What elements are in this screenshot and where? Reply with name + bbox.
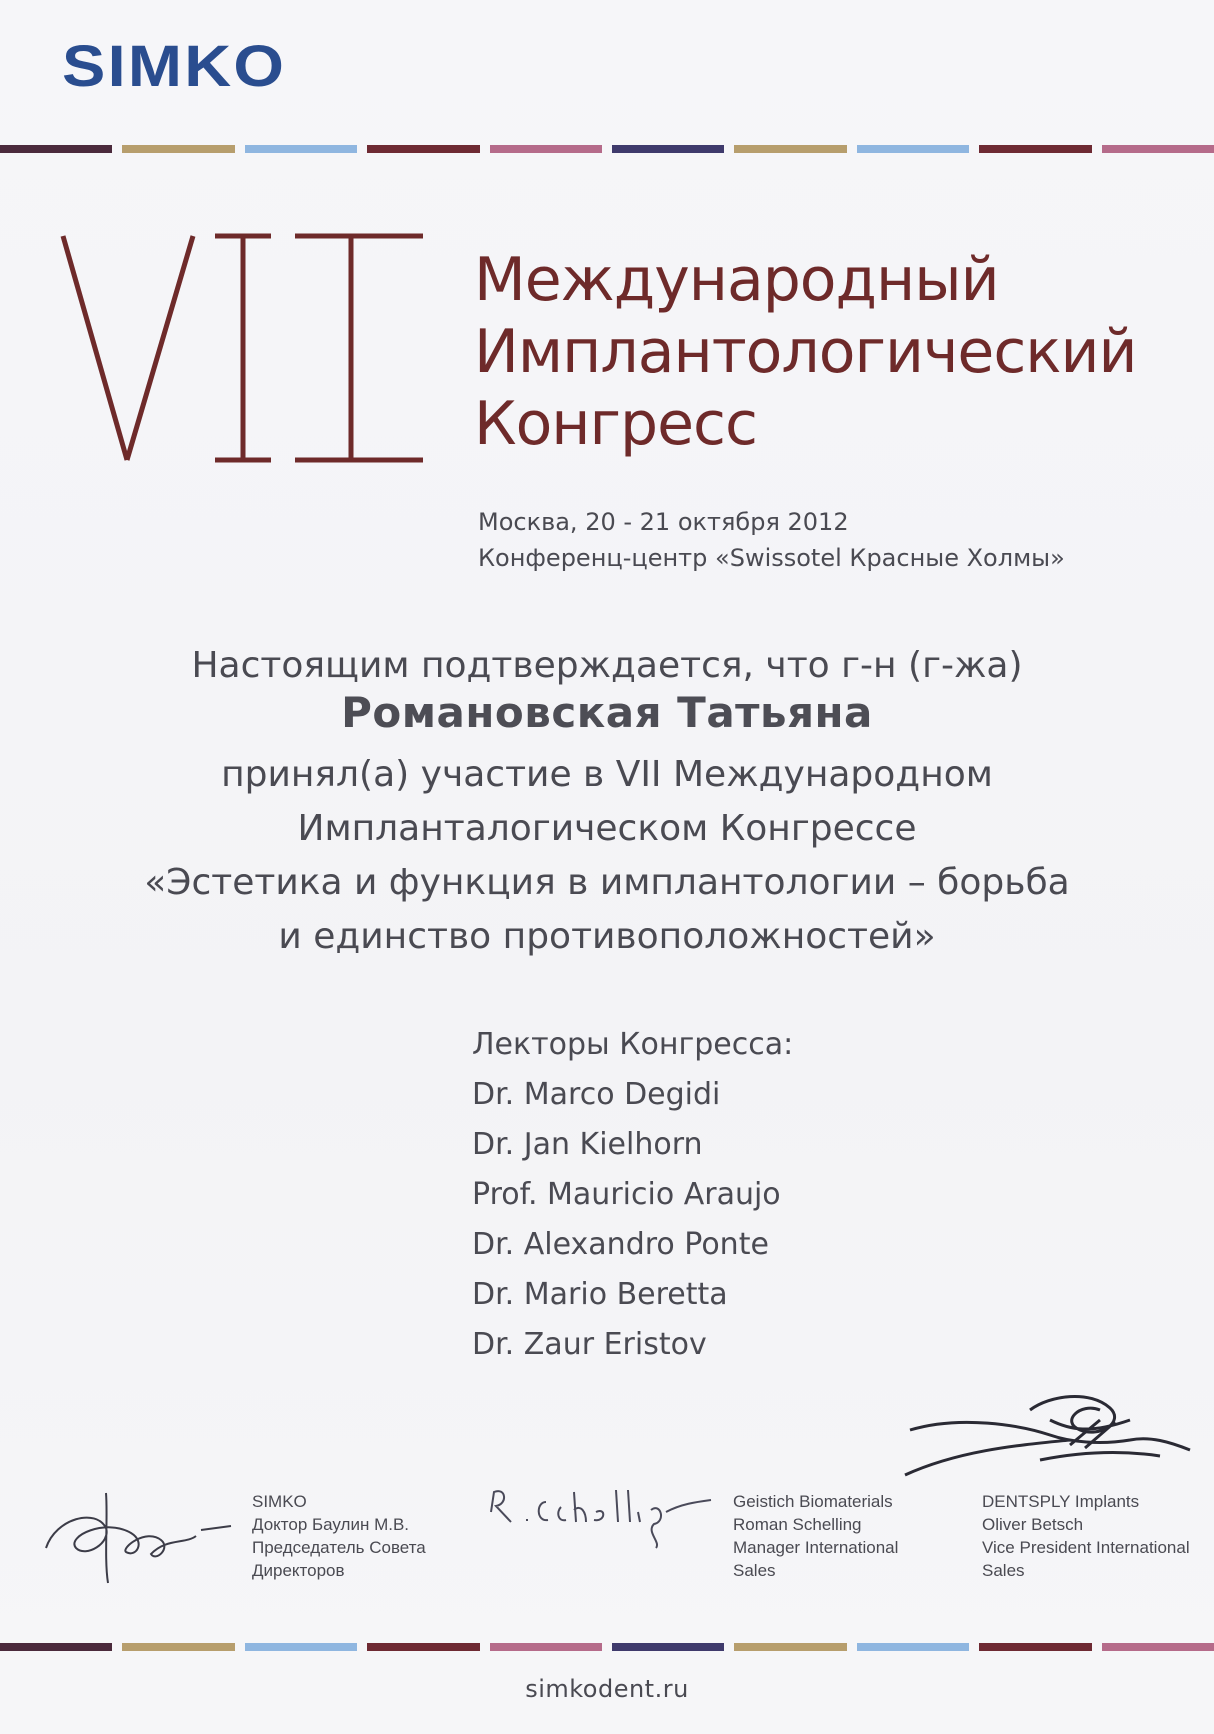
roman-numeral-seven (55, 232, 435, 467)
participation-line: принял(а) участие в VII Международном (221, 754, 993, 795)
signatory-line: Geistich Biomaterials (733, 1492, 893, 1511)
website-url: simkodent.ru (525, 1675, 689, 1703)
signatory-line: Sales (982, 1561, 1025, 1580)
lecturer-name: Dr. Marco Degidi (472, 1077, 721, 1112)
event-venue: Конференц-центр «Swissotel Красные Холмы» (478, 544, 1065, 572)
stripe-segment (490, 1643, 602, 1651)
congress-title-line: Международный (474, 245, 999, 315)
lecturer-name: Dr. Mario Beretta (472, 1277, 728, 1312)
signatory-line: Oliver Betsch (982, 1515, 1084, 1534)
event-info (478, 504, 1065, 576)
stripe-segment (367, 1643, 479, 1651)
stripe-segment (979, 1643, 1091, 1651)
signature-baulin (36, 1478, 236, 1588)
congress-title (474, 244, 1137, 460)
signatory-simko (252, 1490, 426, 1582)
signatory-line: Vice President International (982, 1538, 1190, 1557)
stripe-segment (857, 145, 969, 153)
participant-name: Романовская Татьяна (341, 688, 873, 737)
stripe-segment (979, 145, 1091, 153)
signature-betsch (900, 1390, 1200, 1490)
stripe-segment (857, 1643, 969, 1651)
stripe-segment (490, 145, 602, 153)
event-place-date: Москва, 20 - 21 октября 2012 (478, 508, 849, 536)
stripe-segment (0, 1643, 112, 1651)
participation-line: и единство противоположностей» (278, 916, 936, 957)
signatory-line: Директоров (252, 1561, 345, 1580)
stripe-segment (612, 145, 724, 153)
bottom-color-stripe (0, 1643, 1214, 1651)
congress-title-line: Конгресс (474, 389, 758, 459)
participation-line: Импланталогическом Конгрессе (297, 808, 917, 849)
confirmation-text: Настоящим подтверждается, что г-н (г-жа) (191, 645, 1023, 686)
signature-schelling (486, 1482, 716, 1552)
signatory-line: Доктор Баулин М.В. (252, 1515, 410, 1534)
signatory-line: Председатель Совета (252, 1538, 426, 1557)
stripe-segment (245, 145, 357, 153)
lecturer-name: Dr. Zaur Eristov (472, 1327, 707, 1362)
signatory-line: DENTSPLY Implants (982, 1492, 1140, 1511)
lecturers-heading: Лекторы Конгресса: (472, 1027, 794, 1062)
signatory-line: Sales (733, 1561, 776, 1580)
congress-title-line: Имплантологический (474, 317, 1137, 387)
stripe-segment (734, 145, 846, 153)
signatory-geistlich (733, 1490, 898, 1582)
lecturer-name: Dr. Jan Kielhorn (472, 1127, 703, 1162)
simko-logo: SIMKO (62, 34, 287, 99)
signatures-area (0, 1390, 1214, 1600)
signatory-dentsply (982, 1490, 1190, 1582)
stripe-segment (1102, 145, 1214, 153)
lecturer-name: Prof. Mauricio Araujo (472, 1177, 781, 1212)
stripe-segment (1102, 1643, 1214, 1651)
stripe-segment (0, 145, 112, 153)
stripe-segment (612, 1643, 724, 1651)
stripe-segment (122, 1643, 234, 1651)
signatory-line: Manager International (733, 1538, 899, 1557)
stripe-segment (122, 145, 234, 153)
lecturer-name: Dr. Alexandro Ponte (472, 1227, 769, 1262)
signatory-line: SIMKO (252, 1492, 307, 1511)
lecturers-list (472, 1020, 793, 1370)
top-color-stripe (0, 145, 1214, 153)
participation-text (0, 748, 1214, 964)
stripe-segment (367, 145, 479, 153)
participation-line: «Эстетика и функция в имплантологии – борьба (144, 862, 1070, 903)
signatory-line: Roman Schelling (733, 1515, 862, 1534)
stripe-segment (245, 1643, 357, 1651)
stripe-segment (734, 1643, 846, 1651)
